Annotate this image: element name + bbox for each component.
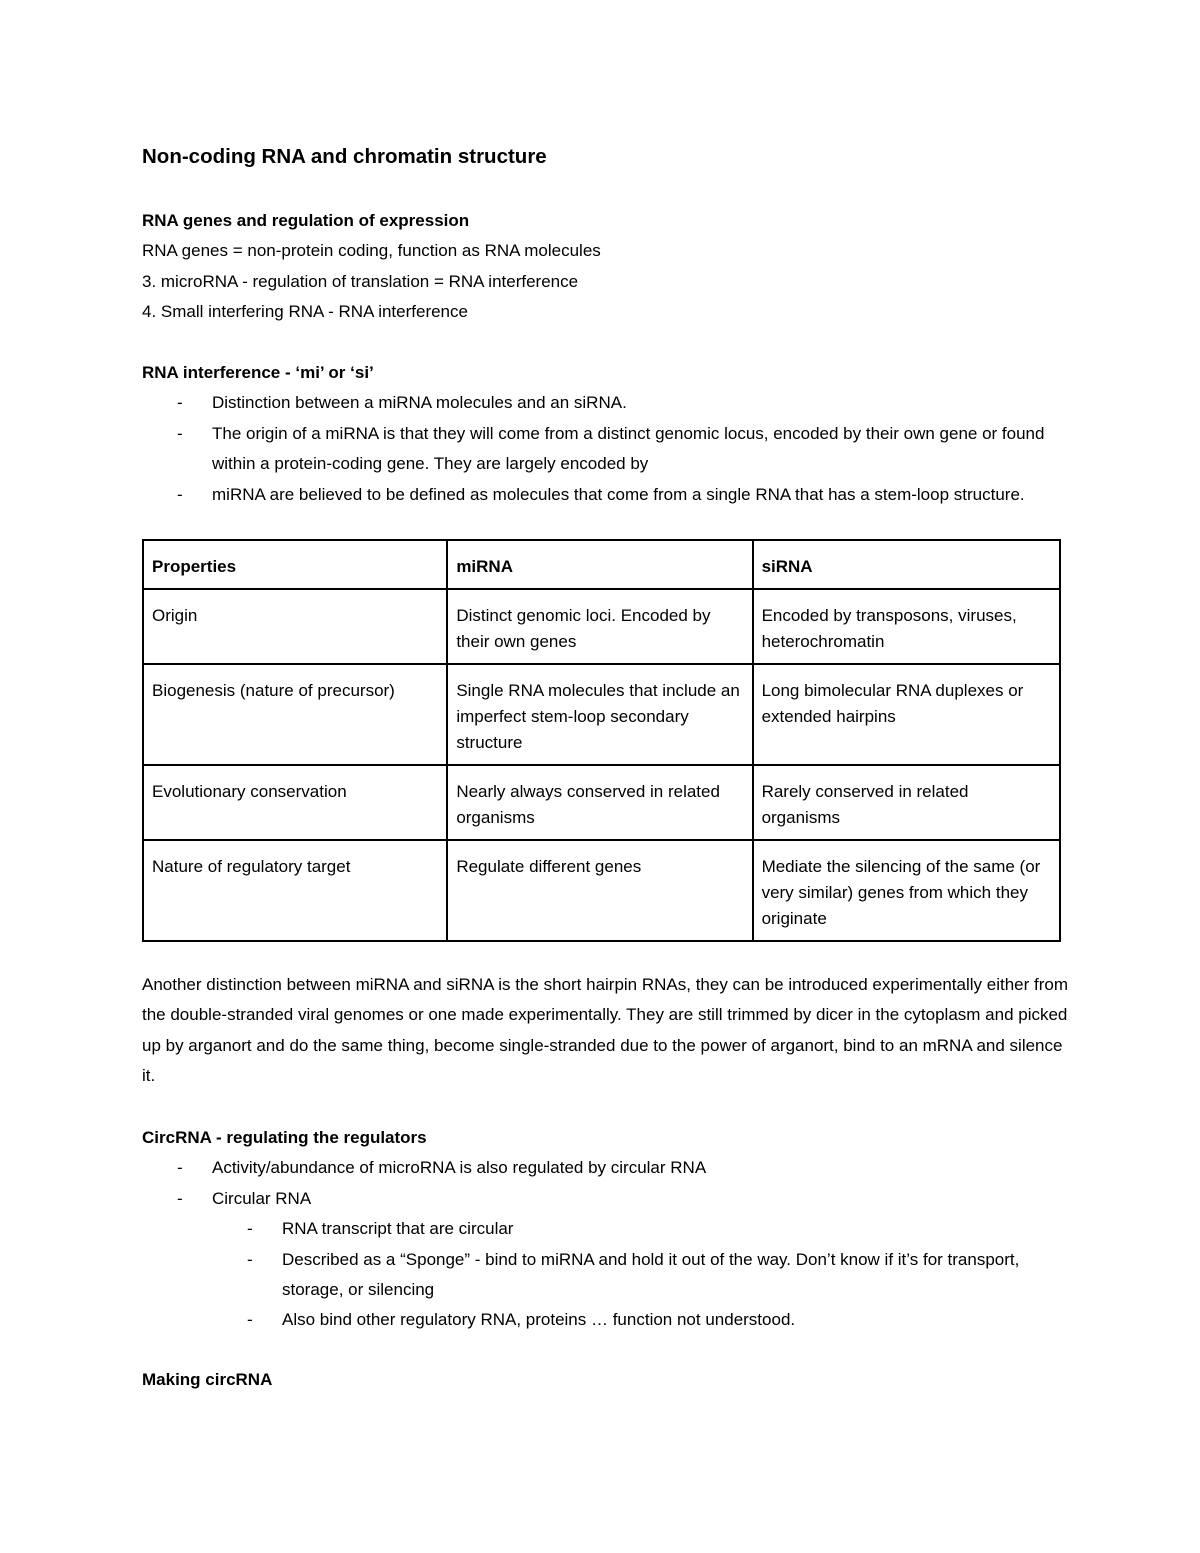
table-cell: Single RNA molecules that include an imperfect stem-loop secondary structure	[447, 664, 752, 765]
text-line: 4. Small interfering RNA - RNA interference	[142, 302, 468, 322]
table-header-row	[143, 540, 1060, 589]
table-header-cell: siRNA	[753, 540, 1060, 589]
paragraph-hairpin-rnas: Another distinction between miRNA and siRNA is the short hairpin RNAs, they can be introduced experimentally either from the double-stranded viral genomes or one made experimentally. They are still trimmed by dicer in the cytoplasm and picked up by arganort and do the same thing, become single-stranded due to the power of arganort, bind to an mRNA and silence it.	[142, 975, 1069, 1086]
section-making-circrna	[142, 1365, 1072, 1395]
section-heading: Making circRNA	[142, 1370, 273, 1389]
section-circrna	[142, 1123, 1072, 1336]
table-header-cell: miRNA	[447, 540, 752, 589]
section-rna-interference	[142, 358, 1072, 510]
table-row	[143, 664, 1060, 765]
table-row	[143, 589, 1060, 664]
sub-bullet-list	[142, 1214, 1072, 1336]
table-cell: Biogenesis (nature of precursor)	[143, 664, 447, 765]
bullet-list	[142, 388, 1072, 510]
bullet-item: - The origin of a miRNA is that they will come from a distinct genomic locus, encoded by their own gene or found within a protein-coding gene. They are largely encoded by	[142, 419, 1072, 480]
sub-bullet-item: - Described as a “Sponge” - bind to miRNA and hold it out of the way. Don’t know if it’s for transport, storage, or silencing	[142, 1245, 1072, 1306]
table-cell: Encoded by transposons, viruses, heterochromatin	[753, 589, 1060, 664]
table-cell: Regulate different genes	[447, 840, 752, 941]
table-header-cell: Properties	[143, 540, 447, 589]
sub-bullet-item: - RNA transcript that are circular	[142, 1214, 1072, 1244]
sub-bullet-item: - Also bind other regulatory RNA, proteins … function not understood.	[142, 1305, 1072, 1335]
bullet-list	[142, 1153, 1072, 1214]
mirna-sirna-table	[142, 539, 1061, 942]
bullet-item: - Circular RNA	[142, 1184, 1072, 1214]
section-heading: CircRNA - regulating the regulators	[142, 1128, 427, 1147]
bullet-item: - Activity/abundance of microRNA is also regulated by circular RNA	[142, 1153, 1072, 1183]
document-title: Non-coding RNA and chromatin structure	[142, 145, 547, 168]
section-rna-genes	[142, 206, 1072, 328]
section-heading: RNA genes and regulation of expression	[142, 211, 470, 230]
table-cell: Nearly always conserved in related organisms	[447, 765, 752, 840]
table-cell: Nature of regulatory target	[143, 840, 447, 941]
table-row	[143, 765, 1060, 840]
text-line: 3. microRNA - regulation of translation = RNA interference	[142, 271, 579, 291]
table-row	[143, 840, 1060, 941]
table-cell: Mediate the silencing of the same (or very similar) genes from which they originate	[753, 840, 1060, 941]
table-cell: Long bimolecular RNA duplexes or extended hairpins	[753, 664, 1060, 765]
table-cell: Evolutionary conservation	[143, 765, 447, 840]
bullet-item: - miRNA are believed to be defined as molecules that come from a single RNA that has a stem-loop structure.	[142, 480, 1072, 510]
section-heading: RNA interference - ‘mi’ or ‘si’	[142, 363, 374, 382]
table-cell: Rarely conserved in related organisms	[753, 765, 1060, 840]
bullet-item: - Distinction between a miRNA molecules and an siRNA.	[142, 388, 1072, 418]
text-line: RNA genes = non-protein coding, function as RNA molecules	[142, 241, 601, 261]
table-cell: Distinct genomic loci. Encoded by their own genes	[447, 589, 752, 664]
table-cell: Origin	[143, 589, 447, 664]
